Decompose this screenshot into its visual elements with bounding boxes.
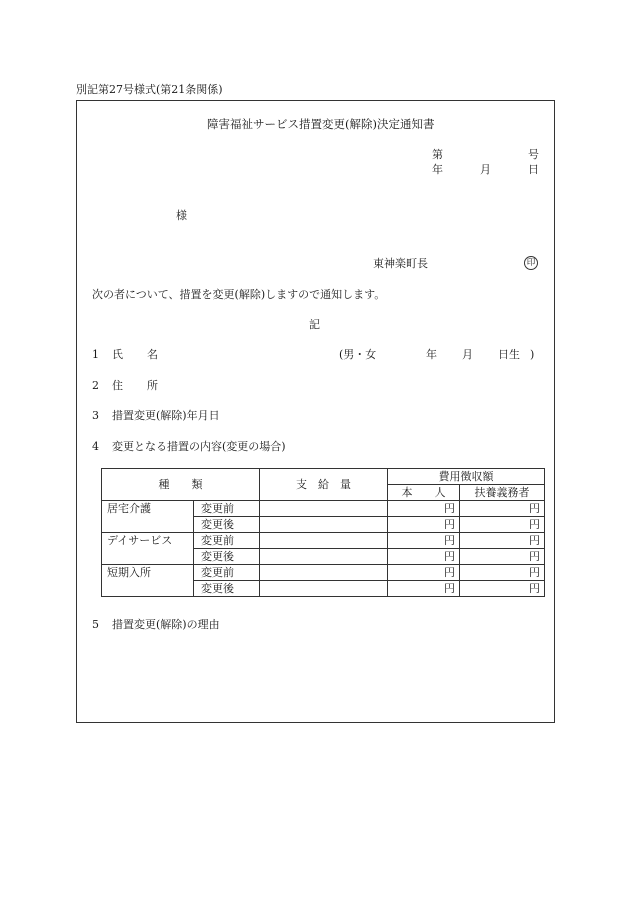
- birth-day: 日生: [498, 348, 520, 361]
- service-name: 短期入所: [102, 565, 194, 581]
- table-row: [102, 517, 545, 533]
- date-month: 月: [480, 163, 491, 176]
- service-name: 居宅介護: [102, 501, 194, 517]
- guardian-fee-cell: 円: [460, 549, 545, 565]
- amount-cell: [260, 549, 388, 565]
- self-fee-cell: 円: [388, 533, 460, 549]
- document-title: 障害福祉サービス措置変更(解除)決定通知書: [207, 117, 435, 131]
- item-1-number: 1: [92, 348, 99, 361]
- amount-cell: [260, 565, 388, 581]
- service-name-cont: [102, 581, 194, 597]
- self-fee-cell: 円: [388, 581, 460, 597]
- item-1-label-b: 名: [147, 348, 158, 361]
- self-fee-cell: 円: [388, 565, 460, 581]
- row-label: 変更前: [194, 533, 260, 549]
- header-amount: 支 給 量: [260, 469, 388, 501]
- intro-text: 次の者について、措置を変更(解除)しますので通知します。: [92, 288, 386, 301]
- self-fee-cell: 円: [388, 517, 460, 533]
- amount-cell: [260, 581, 388, 597]
- table-row: [102, 501, 545, 517]
- row-label: 変更後: [194, 549, 260, 565]
- self-fee-cell: 円: [388, 501, 460, 517]
- item-3-number: 3: [92, 409, 99, 422]
- guardian-fee-cell: 円: [460, 533, 545, 549]
- guardian-fee-cell: 円: [460, 565, 545, 581]
- seal-mark: 印: [524, 256, 538, 270]
- date-day: 日: [528, 163, 539, 176]
- table-row: [102, 549, 545, 565]
- row-label: 変更前: [194, 501, 260, 517]
- row-label: 変更後: [194, 581, 260, 597]
- header-type: 種 類: [102, 469, 260, 501]
- form-label: 別記第27号様式(第21条関係): [76, 83, 223, 96]
- service-name: デイサービス: [102, 533, 194, 549]
- date-year: 年: [432, 163, 443, 176]
- amount-cell: [260, 501, 388, 517]
- item-4-number: 4: [92, 440, 99, 453]
- amount-cell: [260, 517, 388, 533]
- item-5-label: 措置変更(解除)の理由: [112, 618, 220, 631]
- amount-cell: [260, 533, 388, 549]
- guardian-fee-cell: 円: [460, 581, 545, 597]
- row-label: 変更前: [194, 565, 260, 581]
- self-fee-cell: 円: [388, 549, 460, 565]
- item-2-label-a: 住: [112, 379, 123, 392]
- birth-year: 年: [426, 348, 437, 361]
- item-2-number: 2: [92, 379, 99, 392]
- ki-marker: 記: [309, 318, 320, 331]
- birth-gender: (男・女: [339, 348, 377, 361]
- row-label: 変更後: [194, 517, 260, 533]
- number-go: 号: [528, 148, 539, 161]
- issuer-name: 東神楽町長: [373, 257, 428, 270]
- guardian-fee-cell: 円: [460, 517, 545, 533]
- item-2-label-b: 所: [147, 379, 158, 392]
- item-5-number: 5: [92, 618, 99, 631]
- service-name-cont: [102, 549, 194, 565]
- table-header-row: [102, 469, 545, 485]
- birth-month: 月: [462, 348, 473, 361]
- header-fee: 費用徴収額: [388, 469, 545, 485]
- item-1-label-a: 氏: [112, 348, 123, 361]
- table-row: [102, 581, 545, 597]
- fee-table: [101, 468, 545, 597]
- item-4-label: 変更となる措置の内容(変更の場合): [112, 440, 286, 453]
- header-self: 本 人: [388, 485, 460, 501]
- item-3-label: 措置変更(解除)年月日: [112, 409, 220, 422]
- birth-close: ): [530, 348, 535, 361]
- addressee-honorific: 様: [176, 209, 187, 222]
- service-name-cont: [102, 517, 194, 533]
- table-row: [102, 533, 545, 549]
- header-guardian: 扶養義務者: [460, 485, 545, 501]
- table-row: [102, 565, 545, 581]
- guardian-fee-cell: 円: [460, 501, 545, 517]
- number-dai: 第: [432, 148, 443, 161]
